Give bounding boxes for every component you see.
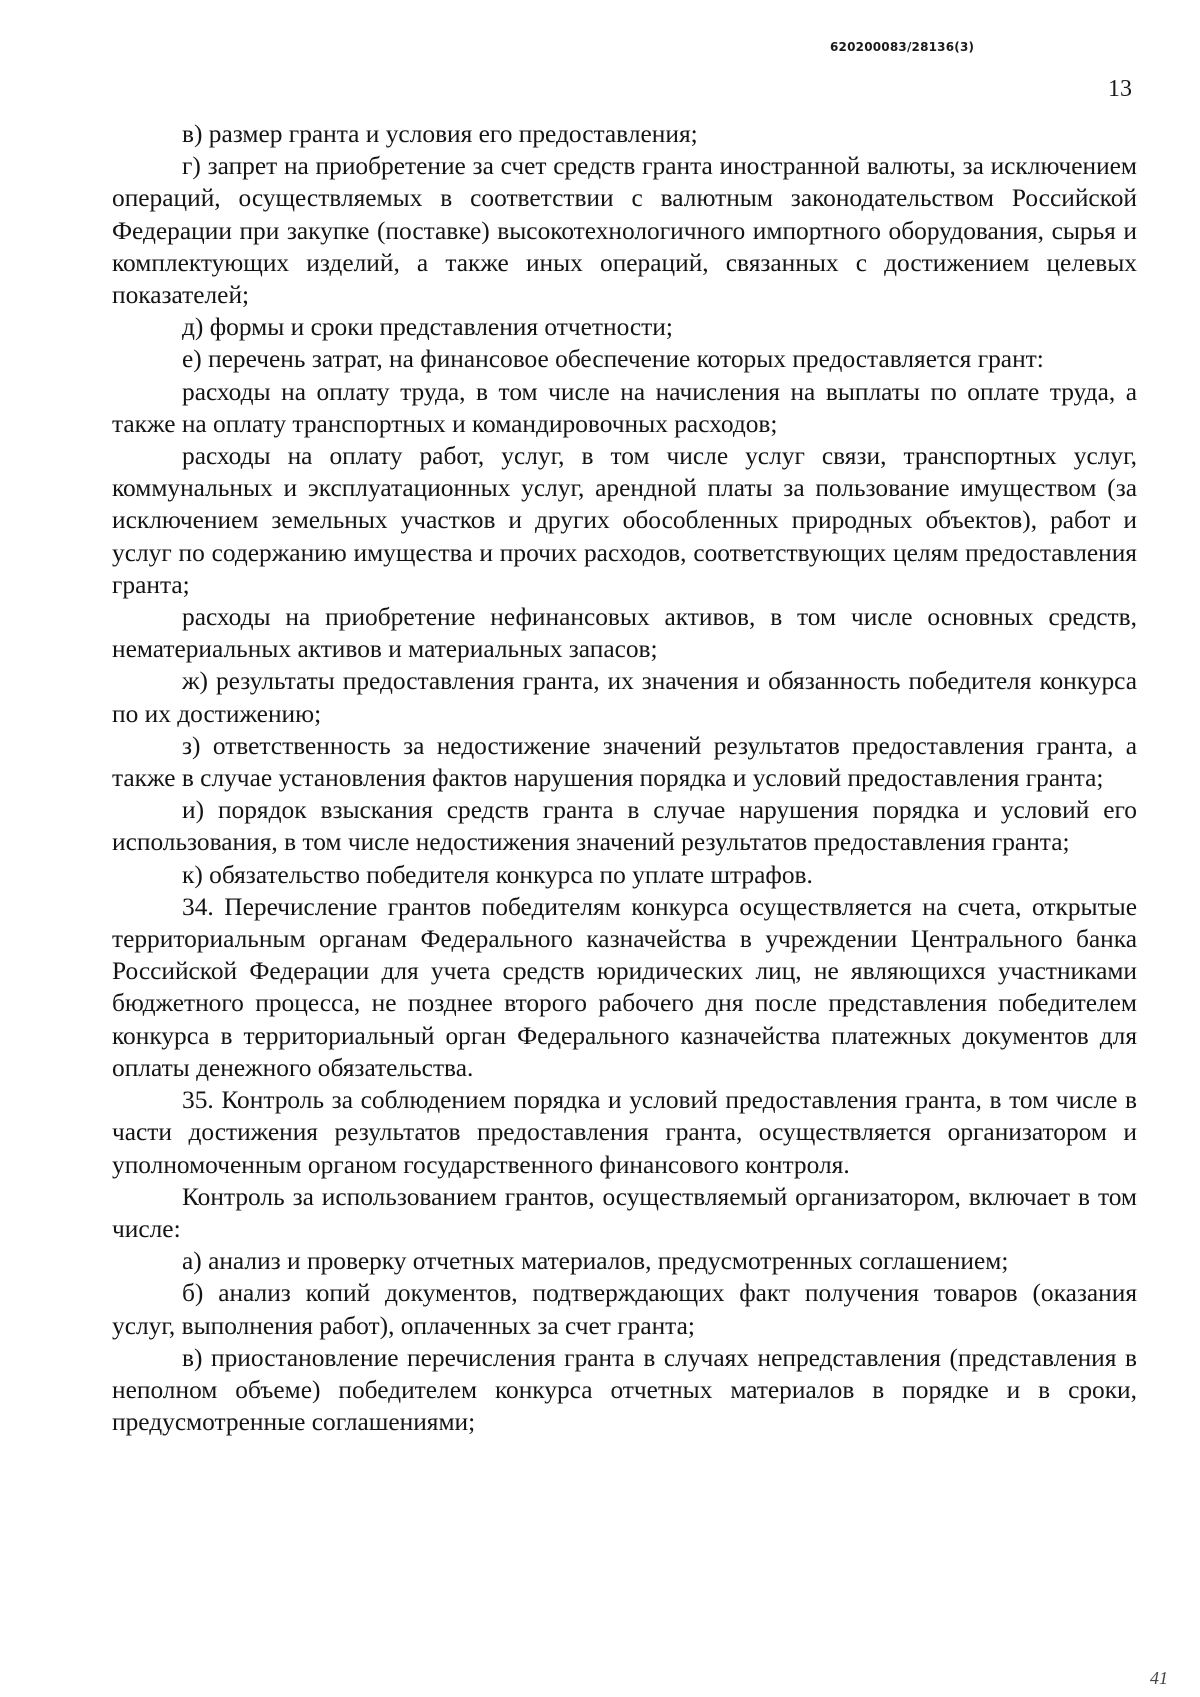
paragraph-services-expenses: расходы на оплату работ, услуг, в том числе услуг связи, транспортных услуг, коммунальных и эксплуатационных услуг, арендной платы за пользование имуществом (за исключением земельных участков и других обособленных природных объектов), работ и услуг по содержанию имущества и прочих расходов, соответствующих целям предоставления гранта; (112, 442, 1137, 599)
handwritten-corner-mark: 41 (1150, 1668, 1168, 1688)
paragraph-reporting-forms: д) формы и сроки представления отчетности; (182, 313, 673, 342)
paragraph-fines: к) обязательство победителя конкурса по уплате штрафов. (182, 860, 813, 889)
paragraph-labor-expenses: расходы на оплату труда, в том числе на начисления на выплаты по оплате труда, а также на оплату транспортных и командировочных расходов; (112, 377, 1137, 438)
paragraph-currency-ban: г) запрет на приобретение за счет средств гранта иностранной валюты, за исключением операций, осуществляемых в соответствии с валютным законодательством Российской Федерации при закупке (поставке) высокотехнологичного импортного оборудования, сырья и комплектующих изделий, а также иных операций, связанных с достижением целевых показателей; (112, 152, 1137, 310)
paragraph-control-b: б) анализ копий документов, подтверждающих факт получения товаров (оказания услуг, выполнения работ), оплаченных за счет гранта; (112, 1279, 1137, 1340)
paragraph-control-c: в) приостановление перечисления гранта в случаях непредставления (представления в неполном объеме) победителем конкурса отчетных материалов в порядке и в сроки, предусмотренные соглашениями; (112, 1343, 1137, 1437)
paragraph-grant-size: в) размер гранта и условия его предоставления; (182, 120, 698, 148)
paragraph-assets-expenses: расходы на приобретение нефинансовых активов, в том числе основных средств, нематериальных активов и материальных запасов; (112, 603, 1137, 664)
paragraph-liability: з) ответственность за недостижение значений результатов предоставления гранта, а также в случае установления фактов нарушения порядка и условий предоставления гранта; (112, 731, 1137, 793)
paragraph-section-35: 35. Контроль за соблюдением порядка и условий предоставления гранта, в том числе в части достижения результатов предоставления гранта, осуществляется организатором и уполномоченным органом государственного финансового контроля. (112, 1086, 1137, 1179)
document-id: 620200083/28136(3) (830, 40, 975, 54)
paragraph-results: ж) результаты предоставления гранта, их значения и обязанность победителя конкурса по их достижению; (112, 667, 1137, 728)
document-body (112, 118, 1137, 1438)
paragraph-recovery: и) порядок взыскания средств гранта в случае нарушения порядка и условий его использования, в том числе недостижения значений результатов предоставления гранта; (112, 796, 1137, 857)
page-number: 13 (1108, 76, 1132, 102)
paragraph-section-34: 34. Перечисление грантов победителям конкурса осуществляется на счета, открытые территориальным органам Федерального казначейства в учреждении Центрального банка Российской Федерации для учета средств юридических лиц, не являющихся участниками бюджетного процесса, не позднее второго рабочего дня после представления победителем конкурса в территориальный орган Федерального казначейства платежных документов для оплаты денежного обязательства. (112, 892, 1137, 1082)
paragraph-control-a: а) анализ и проверку отчетных материалов, предусмотренных соглашением; (182, 1247, 1009, 1276)
paragraph-expense-list: е) перечень затрат, на финансовое обеспечение которых предоставляется грант: (182, 345, 1044, 374)
paragraph-control-scope: Контроль за использованием грантов, осуществляемый организатором, включает в том числе: (112, 1182, 1137, 1243)
